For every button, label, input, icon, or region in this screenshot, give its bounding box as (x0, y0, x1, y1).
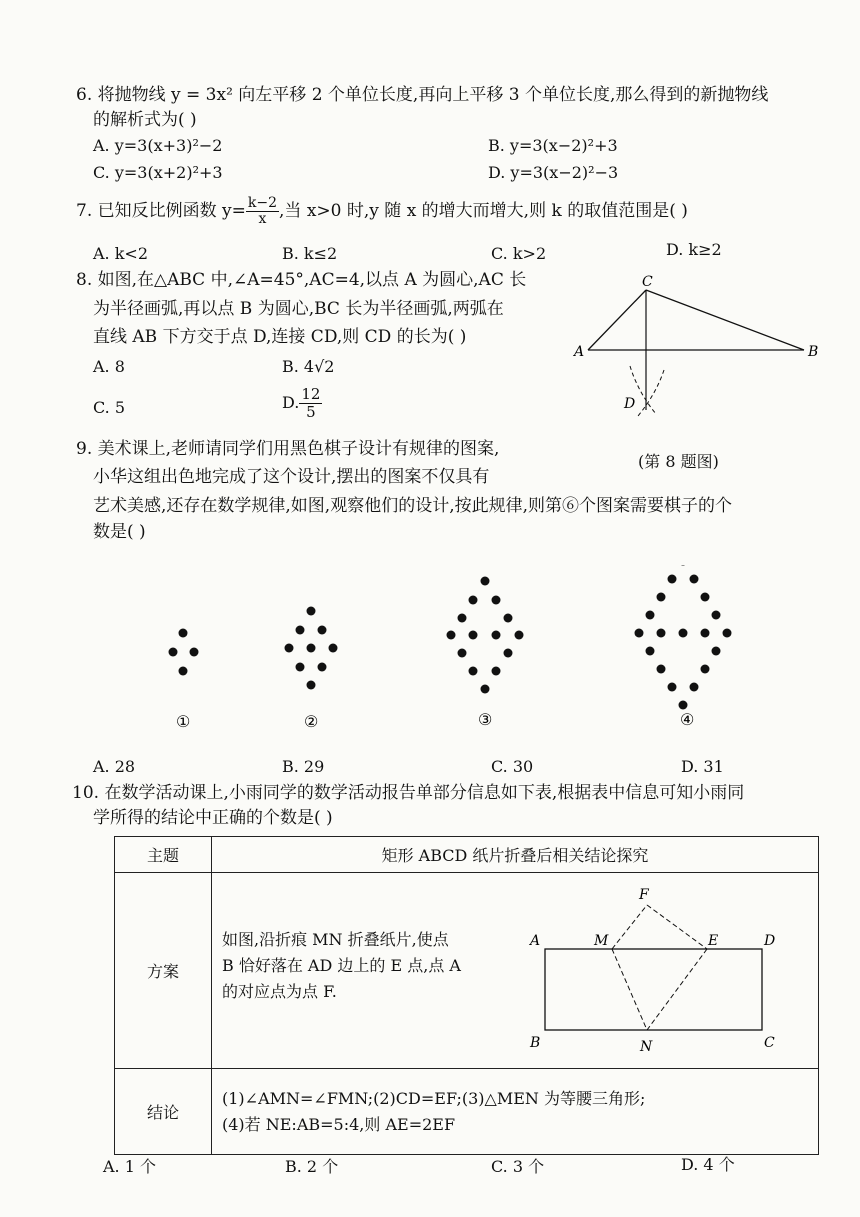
q9-pattern-figure (140, 565, 740, 750)
q10-option-a: A. 1 个 (103, 1157, 156, 1176)
q7-option-a: A. k<2 (93, 244, 149, 263)
chess-piece (646, 647, 655, 656)
chess-piece (690, 683, 699, 692)
chess-piece (679, 701, 688, 710)
plan-text-line1: 如图,沿折痕 MN 折叠纸片,使点 (222, 930, 449, 949)
chess-piece (701, 593, 710, 602)
q9-stem-line4: 数是( ) (93, 522, 146, 542)
chess-piece (318, 663, 327, 672)
point-d-label: D (764, 933, 776, 949)
table-row-topic (115, 837, 819, 873)
pattern-label-1: ① (176, 712, 191, 731)
chess-piece (657, 593, 666, 602)
conclusion-label: 结论 (115, 1069, 212, 1155)
pattern-label-3: ③ (478, 710, 493, 729)
conclusion-line2: (4)若 NE:AB=5:4,则 AE=2EF (222, 1114, 456, 1134)
pattern-2 (285, 607, 338, 690)
q10-option-c: C. 3 个 (491, 1157, 545, 1176)
point-a-label: A (574, 344, 585, 360)
q8-triangle-figure (560, 270, 830, 440)
q8-option-d-fraction (299, 386, 322, 421)
rectangle-abcd (545, 949, 762, 1030)
chess-piece (646, 611, 655, 620)
chess-piece (307, 607, 316, 616)
chess-piece (307, 644, 316, 653)
fold-rectangle-figure (522, 875, 802, 1065)
q8-option-d-numerator: 12 (301, 385, 321, 403)
q8-figure-caption: (第 8 题图) (638, 452, 719, 471)
point-m-label: M (594, 933, 609, 949)
chess-piece (690, 575, 699, 584)
chess-piece (307, 681, 316, 690)
chess-piece (668, 683, 677, 692)
q9-stem-line3: 艺术美感,还存在数学规律,如图,观察他们的设计,按此规律,则第⑥个图案需要棋子的个 (93, 496, 733, 516)
q6-stem-line2: 的解析式为( ) (93, 110, 197, 130)
chess-piece (504, 649, 513, 658)
q7-option-d: D. k≥2 (666, 240, 722, 259)
segment-ac (588, 290, 646, 350)
q6-option-d: D. y=3(x−2)²−3 (488, 163, 619, 182)
chess-piece (504, 614, 513, 623)
plan-label: 方案 (115, 873, 212, 1069)
q9-stem-line2: 小华这组出色地完成了这个设计,摆出的图案不仅具有 (93, 467, 490, 487)
q6-option-b: B. y=3(x−2)²+3 (488, 136, 618, 155)
point-f-label: F (639, 887, 649, 903)
q7-fraction-denominator: x (258, 211, 267, 227)
chess-piece (285, 644, 294, 653)
point-e-label: E (708, 933, 719, 949)
q8-stem-line3: 直线 AB 下方交于点 D,连接 CD,则 CD 的长为( ) (93, 327, 467, 347)
chess-piece (701, 665, 710, 674)
conclusion-content (212, 1069, 819, 1155)
q9-stem-line1: 9. 美术课上,老师请同学们用黑色棋子设计有规律的图案, (76, 439, 500, 459)
table-row-conclusion (115, 1069, 819, 1155)
q10-option-b: B. 2 个 (285, 1157, 339, 1176)
q7-fraction (246, 196, 279, 227)
q9-option-c: C. 30 (491, 757, 534, 776)
pattern-1 (169, 629, 199, 676)
chess-piece (179, 667, 188, 676)
point-c-label: C (642, 274, 653, 290)
q8-option-d (282, 386, 322, 421)
q10-stem-line2: 学所得的结论中正确的个数是( ) (93, 808, 333, 828)
chess-piece (679, 629, 688, 638)
point-b-label: B (808, 344, 819, 360)
q9-option-b: B. 29 (282, 757, 325, 776)
pattern-4 (635, 565, 732, 710)
q9-option-a: A. 28 (93, 757, 136, 776)
crease-mn (612, 949, 647, 1030)
segment-fe (647, 905, 707, 949)
chess-piece (169, 648, 178, 657)
q6-option-a: A. y=3(x+3)²−2 (93, 136, 223, 155)
q8-option-a: A. 8 (93, 357, 125, 376)
q7-option-c: C. k>2 (491, 244, 547, 263)
chess-piece (296, 663, 305, 672)
chess-piece (492, 631, 501, 640)
conclusion-line1: (1)∠AMN=∠FMN;(2)CD=EF;(3)△MEN 为等腰三角形; (222, 1088, 646, 1108)
point-n-label: N (640, 1039, 653, 1055)
chess-piece (481, 577, 490, 586)
q8-option-b: B. 4√2 (282, 357, 335, 376)
chess-piece (458, 649, 467, 658)
chess-piece (712, 647, 721, 656)
table-row-plan (115, 873, 819, 1069)
topic-label: 主题 (115, 837, 212, 873)
point-c-label: C (764, 1035, 775, 1051)
q7-option-b: B. k≤2 (282, 244, 338, 263)
chess-piece (469, 667, 478, 676)
chess-piece (635, 629, 644, 638)
chess-piece (712, 611, 721, 620)
q8-stem-line1: 8. 如图,在△ABC 中,∠A=45°,AC=4,以点 A 为圆心,AC 长 (76, 270, 527, 290)
chess-piece (657, 629, 666, 638)
chess-piece (679, 565, 688, 566)
q9-option-d: D. 31 (681, 757, 724, 776)
chess-piece (492, 596, 501, 605)
pattern-3 (447, 577, 524, 694)
q7-stem-pre: 7. 已知反比例函数 y= (76, 201, 246, 221)
chess-piece (515, 631, 524, 640)
chess-piece (447, 631, 456, 640)
q8-stem-line2: 为半径画弧,再以点 B 为圆心,BC 长为半径画弧,两弧在 (93, 299, 504, 319)
point-a-label: A (530, 933, 541, 949)
plan-text-line3: 的对应点为点 F. (222, 982, 337, 1001)
chess-piece (179, 629, 188, 638)
q8-option-c: C. 5 (93, 398, 126, 417)
point-b-label: B (530, 1035, 541, 1051)
chess-piece (668, 575, 677, 584)
chess-piece (469, 631, 478, 640)
chess-piece (190, 648, 199, 657)
plan-text-line2: B 恰好落在 AD 边上的 E 点,点 A (222, 956, 461, 975)
chess-piece (296, 626, 305, 635)
q7-fraction-numerator: k−2 (247, 195, 278, 211)
chess-piece (492, 667, 501, 676)
q7-stem (76, 196, 688, 227)
q10-stem-line1: 10. 在数学活动课上,小雨同学的数学活动报告单部分信息如下表,根据表中信息可知小雨同 (72, 783, 745, 803)
q8-option-d-denominator: 5 (306, 403, 316, 421)
chess-piece (701, 629, 710, 638)
chess-piece (657, 665, 666, 674)
chess-piece (458, 614, 467, 623)
plan-text (222, 927, 461, 1005)
chess-piece (481, 685, 490, 694)
q6-option-c: C. y=3(x+2)²+3 (93, 163, 223, 182)
pattern-label-2: ② (304, 712, 319, 731)
chess-piece (329, 644, 338, 653)
pattern-label-4: ④ (680, 710, 695, 729)
point-d-label: D (624, 396, 636, 412)
topic-content: 矩形 ABCD 纸片折叠后相关结论探究 (212, 837, 819, 873)
q10-report-table (114, 836, 819, 1155)
plan-content (212, 873, 819, 1069)
q8-option-d-prefix: D. (282, 393, 300, 412)
q7-stem-post: ,当 x>0 时,y 随 x 的增大而增大,则 k 的取值范围是( ) (279, 201, 688, 221)
segment-en (647, 949, 707, 1030)
chess-piece (318, 626, 327, 635)
segment-cb (646, 290, 804, 350)
chess-piece (723, 629, 732, 638)
q10-option-d: D. 4 个 (681, 1155, 735, 1174)
chess-piece (469, 596, 478, 605)
segment-mf (612, 905, 647, 949)
q6-stem-line1: 6. 将抛物线 y = 3x² 向左平移 2 个单位长度,再向上平移 3 个单位长度,那么得到的新抛物线 (76, 85, 769, 105)
